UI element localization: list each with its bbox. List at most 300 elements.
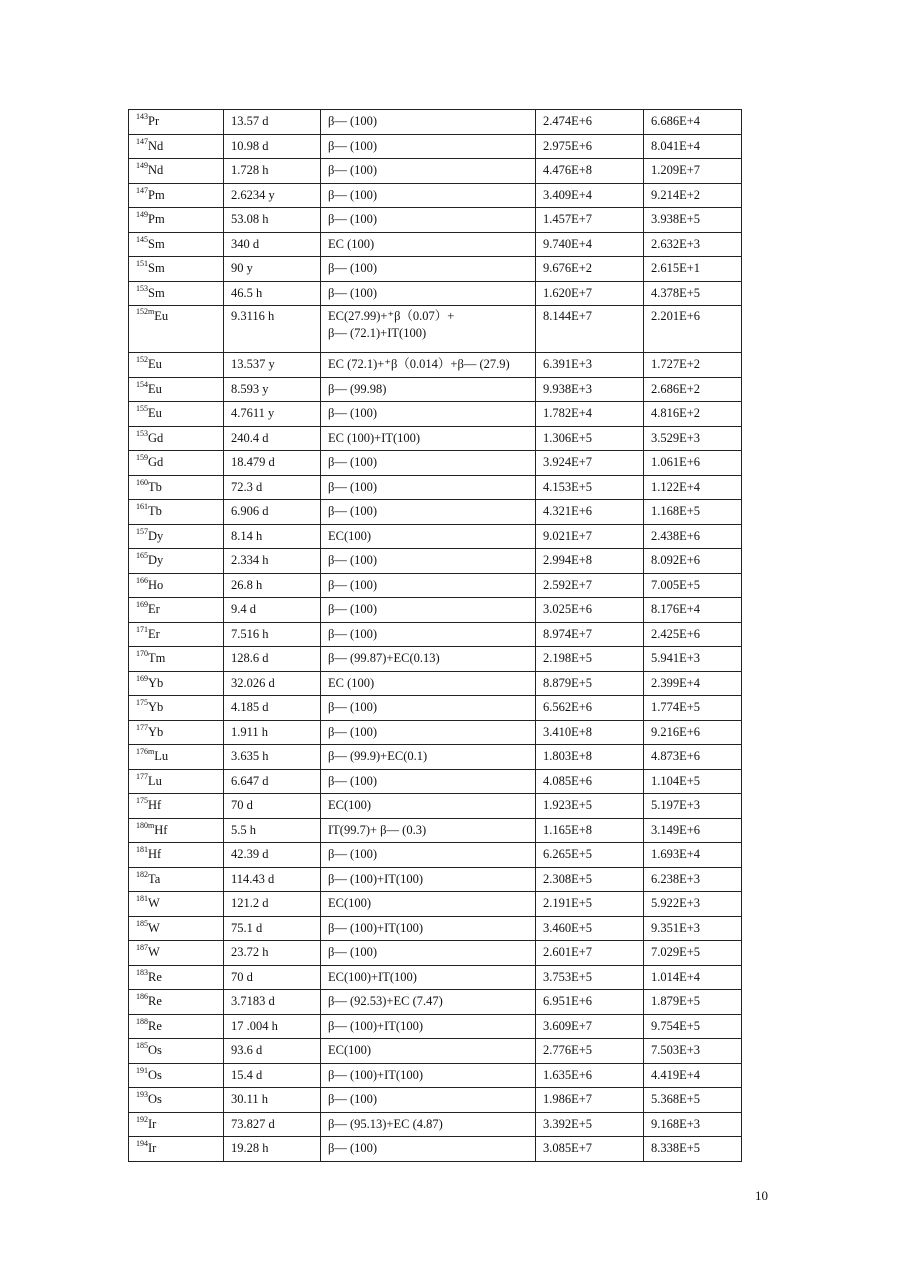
decay-mode-cell bbox=[321, 451, 536, 476]
value-cell-a: 1.782E+4 bbox=[536, 402, 644, 427]
nuclide-cell bbox=[129, 451, 224, 476]
value-cell-a: 6.265E+5 bbox=[536, 843, 644, 868]
half-life-cell: 17 .004 h bbox=[224, 1014, 321, 1039]
decay-mode-cell bbox=[321, 671, 536, 696]
value-cell-a: 4.321E+6 bbox=[536, 500, 644, 525]
table-row bbox=[129, 818, 742, 843]
decay-mode-cell bbox=[321, 402, 536, 427]
decay-mode-cell bbox=[321, 500, 536, 525]
decay-mode-cell bbox=[321, 843, 536, 868]
table-row bbox=[129, 110, 742, 135]
half-life-cell: 128.6 d bbox=[224, 647, 321, 672]
decay-mode-line: β— (100) bbox=[328, 479, 378, 494]
half-life-cell: 26.8 h bbox=[224, 573, 321, 598]
table-row bbox=[129, 990, 742, 1015]
half-life-cell: 121.2 d bbox=[224, 892, 321, 917]
half-life-cell: 4.185 d bbox=[224, 696, 321, 721]
mass-number: 157 bbox=[136, 526, 148, 536]
decay-mode-line: EC(27.99)+⁺β（0.07）+ bbox=[328, 309, 455, 323]
decay-mode-line: β— (100) bbox=[328, 1092, 378, 1107]
decay-mode-line: EC(100) bbox=[328, 896, 372, 911]
element-symbol: Tm bbox=[148, 651, 166, 666]
value-cell-b: 2.615E+1 bbox=[644, 257, 742, 282]
element-symbol: Pm bbox=[148, 212, 165, 227]
value-cell-b: 1.209E+7 bbox=[644, 159, 742, 184]
half-life-cell: 1.911 h bbox=[224, 720, 321, 745]
value-cell-b: 4.419E+4 bbox=[644, 1063, 742, 1088]
nuclide-cell bbox=[129, 524, 224, 549]
half-life-cell: 30.11 h bbox=[224, 1088, 321, 1113]
decay-mode-cell bbox=[321, 159, 536, 184]
nuclide-cell bbox=[129, 281, 224, 306]
value-cell-a: 2.198E+5 bbox=[536, 647, 644, 672]
decay-mode-cell bbox=[321, 1014, 536, 1039]
value-cell-a: 2.975E+6 bbox=[536, 134, 644, 159]
half-life-cell: 19.28 h bbox=[224, 1137, 321, 1162]
decay-mode-cell bbox=[321, 426, 536, 451]
value-cell-a: 1.803E+8 bbox=[536, 745, 644, 770]
nuclide-cell bbox=[129, 232, 224, 257]
table-row bbox=[129, 843, 742, 868]
nuclide-cell bbox=[129, 990, 224, 1015]
element-symbol: Os bbox=[148, 1067, 162, 1082]
value-cell-b: 1.104E+5 bbox=[644, 769, 742, 794]
mass-number: 175 bbox=[136, 698, 148, 708]
element-symbol: Pr bbox=[148, 114, 160, 129]
element-symbol: Hf bbox=[154, 822, 168, 837]
nuclide-cell bbox=[129, 183, 224, 208]
element-symbol: Tb bbox=[148, 479, 162, 494]
value-cell-b: 5.368E+5 bbox=[644, 1088, 742, 1113]
value-cell-b: 2.632E+3 bbox=[644, 232, 742, 257]
value-cell-b: 8.176E+4 bbox=[644, 598, 742, 623]
table-row bbox=[129, 549, 742, 574]
value-cell-a: 2.592E+7 bbox=[536, 573, 644, 598]
decay-mode-line: β— (100)+IT(100) bbox=[328, 1018, 423, 1033]
half-life-cell: 7.516 h bbox=[224, 622, 321, 647]
nuclide-cell bbox=[129, 720, 224, 745]
value-cell-a: 1.165E+8 bbox=[536, 818, 644, 843]
nuclide-cell bbox=[129, 475, 224, 500]
element-symbol: Ho bbox=[148, 577, 164, 592]
half-life-cell: 42.39 d bbox=[224, 843, 321, 868]
decay-mode-cell bbox=[321, 232, 536, 257]
table-row bbox=[129, 208, 742, 233]
nuclide-cell bbox=[129, 377, 224, 402]
nuclide-cell bbox=[129, 500, 224, 525]
element-symbol: Re bbox=[148, 1018, 162, 1033]
mass-number: 193 bbox=[136, 1090, 148, 1100]
decay-mode-cell bbox=[321, 647, 536, 672]
value-cell-b: 9.168E+3 bbox=[644, 1112, 742, 1137]
nuclide-cell bbox=[129, 916, 224, 941]
decay-mode-line: β— (100)+IT(100) bbox=[328, 920, 423, 935]
half-life-cell: 93.6 d bbox=[224, 1039, 321, 1064]
half-life-cell: 23.72 h bbox=[224, 941, 321, 966]
value-cell-a: 9.021E+7 bbox=[536, 524, 644, 549]
mass-number: 143 bbox=[136, 112, 148, 122]
value-cell-a: 9.676E+2 bbox=[536, 257, 644, 282]
table-row bbox=[129, 647, 742, 672]
decay-mode-line: β— (100) bbox=[328, 1141, 378, 1156]
half-life-cell: 2.334 h bbox=[224, 549, 321, 574]
element-symbol: Os bbox=[148, 1092, 162, 1107]
element-symbol: Ir bbox=[148, 1141, 157, 1156]
decay-mode-cell bbox=[321, 769, 536, 794]
table-row bbox=[129, 769, 742, 794]
nuclide-cell bbox=[129, 1112, 224, 1137]
decay-mode-line: β— (95.13)+EC (4.87) bbox=[328, 1116, 443, 1131]
table-row bbox=[129, 671, 742, 696]
decay-mode-line: β— (100) bbox=[328, 114, 378, 129]
half-life-cell: 8.593 y bbox=[224, 377, 321, 402]
decay-mode-line: β— (100) bbox=[328, 602, 378, 617]
half-life-cell: 73.827 d bbox=[224, 1112, 321, 1137]
decay-mode-line: β— (100) bbox=[328, 847, 378, 862]
decay-mode-line: β— (100)+IT(100) bbox=[328, 871, 423, 886]
value-cell-a: 2.601E+7 bbox=[536, 941, 644, 966]
value-cell-a: 3.409E+4 bbox=[536, 183, 644, 208]
nuclide-cell bbox=[129, 426, 224, 451]
page-number: 10 bbox=[755, 1188, 768, 1203]
value-cell-b: 4.873E+6 bbox=[644, 745, 742, 770]
element-symbol: Sm bbox=[148, 261, 165, 276]
nuclide-cell bbox=[129, 818, 224, 843]
value-cell-b: 8.338E+5 bbox=[644, 1137, 742, 1162]
table-row bbox=[129, 1112, 742, 1137]
nuclide-cell bbox=[129, 622, 224, 647]
half-life-cell: 13.57 d bbox=[224, 110, 321, 135]
value-cell-b: 5.197E+3 bbox=[644, 794, 742, 819]
decay-mode-cell bbox=[321, 475, 536, 500]
value-cell-a: 3.753E+5 bbox=[536, 965, 644, 990]
nuclide-cell bbox=[129, 769, 224, 794]
table-row bbox=[129, 867, 742, 892]
value-cell-a: 1.620E+7 bbox=[536, 281, 644, 306]
value-cell-a: 3.025E+6 bbox=[536, 598, 644, 623]
nuclide-cell bbox=[129, 671, 224, 696]
table-row bbox=[129, 1039, 742, 1064]
value-cell-b: 9.216E+6 bbox=[644, 720, 742, 745]
mass-number: 160 bbox=[136, 477, 148, 487]
value-cell-b: 3.938E+5 bbox=[644, 208, 742, 233]
nuclide-cell bbox=[129, 208, 224, 233]
half-life-cell: 32.026 d bbox=[224, 671, 321, 696]
table-row bbox=[129, 598, 742, 623]
decay-mode-cell bbox=[321, 208, 536, 233]
mass-number: 176m bbox=[136, 747, 155, 757]
table-row bbox=[129, 475, 742, 500]
element-symbol: Nd bbox=[148, 138, 164, 153]
mass-number: 180m bbox=[136, 820, 155, 830]
half-life-cell: 6.906 d bbox=[224, 500, 321, 525]
element-symbol: Ta bbox=[148, 871, 161, 886]
element-symbol: Lu bbox=[148, 773, 162, 788]
element-symbol: Dy bbox=[148, 553, 164, 568]
table-row bbox=[129, 306, 742, 353]
decay-mode-cell bbox=[321, 573, 536, 598]
decay-mode-line: β— (100) bbox=[328, 626, 378, 641]
mass-number: 171 bbox=[136, 624, 148, 634]
element-symbol: Dy bbox=[148, 528, 164, 543]
value-cell-a: 2.308E+5 bbox=[536, 867, 644, 892]
half-life-cell: 340 d bbox=[224, 232, 321, 257]
element-symbol: Gd bbox=[148, 430, 164, 445]
decay-mode-cell bbox=[321, 990, 536, 1015]
value-cell-a: 9.938E+3 bbox=[536, 377, 644, 402]
table-row bbox=[129, 257, 742, 282]
nuclide-cell bbox=[129, 843, 224, 868]
mass-number: 152 bbox=[136, 355, 148, 365]
decay-mode-line: IT(99.7)+ β— (0.3) bbox=[328, 822, 427, 837]
value-cell-a: 6.562E+6 bbox=[536, 696, 644, 721]
value-cell-b: 7.029E+5 bbox=[644, 941, 742, 966]
nuclide-cell bbox=[129, 696, 224, 721]
value-cell-a: 4.085E+6 bbox=[536, 769, 644, 794]
mass-number: 155 bbox=[136, 404, 148, 414]
decay-mode-line: β— (100) bbox=[328, 261, 378, 276]
value-cell-a: 4.476E+8 bbox=[536, 159, 644, 184]
value-cell-b: 1.774E+5 bbox=[644, 696, 742, 721]
value-cell-a: 2.776E+5 bbox=[536, 1039, 644, 1064]
value-cell-b: 6.686E+4 bbox=[644, 110, 742, 135]
mass-number: 183 bbox=[136, 967, 148, 977]
table-row bbox=[129, 941, 742, 966]
nuclide-cell bbox=[129, 598, 224, 623]
decay-mode-cell bbox=[321, 281, 536, 306]
value-cell-b: 9.754E+5 bbox=[644, 1014, 742, 1039]
mass-number: 169 bbox=[136, 673, 148, 683]
mass-number: 192 bbox=[136, 1114, 148, 1124]
table-row bbox=[129, 353, 742, 378]
nuclide-cell bbox=[129, 965, 224, 990]
decay-mode-line: EC(100) bbox=[328, 1043, 372, 1058]
nuclide-cell bbox=[129, 1039, 224, 1064]
value-cell-b: 3.529E+3 bbox=[644, 426, 742, 451]
value-cell-a: 1.306E+5 bbox=[536, 426, 644, 451]
mass-number: 181 bbox=[136, 845, 148, 855]
decay-mode-line: EC(100) bbox=[328, 798, 372, 813]
decay-mode-line: EC (72.1)+⁺β（0.014）+β— (27.9) bbox=[328, 357, 510, 372]
half-life-cell: 8.14 h bbox=[224, 524, 321, 549]
half-life-cell: 13.537 y bbox=[224, 353, 321, 378]
mass-number: 153 bbox=[136, 283, 148, 293]
table-row bbox=[129, 1063, 742, 1088]
mass-number: 177 bbox=[136, 722, 148, 732]
table-row bbox=[129, 1137, 742, 1162]
value-cell-b: 2.399E+4 bbox=[644, 671, 742, 696]
value-cell-b: 7.503E+3 bbox=[644, 1039, 742, 1064]
table-row bbox=[129, 794, 742, 819]
half-life-cell: 240.4 d bbox=[224, 426, 321, 451]
nuclide-cell bbox=[129, 257, 224, 282]
nuclide-cell bbox=[129, 1137, 224, 1162]
mass-number: 159 bbox=[136, 453, 148, 463]
half-life-cell: 5.5 h bbox=[224, 818, 321, 843]
element-symbol: Eu bbox=[148, 381, 162, 396]
element-symbol: Eu bbox=[148, 357, 162, 372]
half-life-cell: 1.728 h bbox=[224, 159, 321, 184]
nuclide-cell bbox=[129, 573, 224, 598]
decay-mode-line: β— (100) bbox=[328, 138, 378, 153]
mass-number: 147 bbox=[136, 185, 148, 195]
decay-mode-cell bbox=[321, 524, 536, 549]
element-symbol: Tb bbox=[148, 504, 162, 519]
mass-number: 161 bbox=[136, 502, 148, 512]
half-life-cell: 72.3 d bbox=[224, 475, 321, 500]
element-symbol: Hf bbox=[148, 798, 162, 813]
half-life-cell: 114.43 d bbox=[224, 867, 321, 892]
value-cell-b: 2.201E+6 bbox=[644, 306, 742, 353]
value-cell-b: 1.693E+4 bbox=[644, 843, 742, 868]
decay-mode-cell bbox=[321, 745, 536, 770]
decay-mode-cell bbox=[321, 696, 536, 721]
decay-mode-line: EC(100)+IT(100) bbox=[328, 969, 417, 984]
decay-mode-line: β— (99.9)+EC(0.1) bbox=[328, 749, 428, 764]
value-cell-b: 7.005E+5 bbox=[644, 573, 742, 598]
value-cell-a: 2.191E+5 bbox=[536, 892, 644, 917]
element-symbol: Yb bbox=[148, 700, 164, 715]
decay-mode-line: β— (100) bbox=[328, 504, 378, 519]
value-cell-b: 4.816E+2 bbox=[644, 402, 742, 427]
value-cell-b: 1.727E+2 bbox=[644, 353, 742, 378]
decay-mode-cell bbox=[321, 257, 536, 282]
decay-mode-line: β— (100) bbox=[328, 700, 378, 715]
value-cell-a: 9.740E+4 bbox=[536, 232, 644, 257]
decay-mode-line: β— (92.53)+EC (7.47) bbox=[328, 994, 443, 1009]
decay-mode-line: β— (100) bbox=[328, 577, 378, 592]
value-cell-b: 3.149E+6 bbox=[644, 818, 742, 843]
value-cell-a: 3.410E+8 bbox=[536, 720, 644, 745]
mass-number: 170 bbox=[136, 649, 148, 659]
decay-mode-cell bbox=[321, 1039, 536, 1064]
decay-mode-cell bbox=[321, 1112, 536, 1137]
decay-mode-line: β— (100) bbox=[328, 724, 378, 739]
value-cell-b: 2.686E+2 bbox=[644, 377, 742, 402]
half-life-cell: 90 y bbox=[224, 257, 321, 282]
decay-mode-line: β— (72.1)+IT(100) bbox=[328, 326, 427, 340]
mass-number: 194 bbox=[136, 1139, 148, 1149]
element-symbol: Yb bbox=[148, 675, 164, 690]
mass-number: 175 bbox=[136, 796, 148, 806]
decay-mode-line: EC (100)+IT(100) bbox=[328, 430, 421, 445]
half-life-cell: 70 d bbox=[224, 965, 321, 990]
value-cell-b: 5.941E+3 bbox=[644, 647, 742, 672]
decay-mode-line: β— (100) bbox=[328, 945, 378, 960]
nuclide-cell bbox=[129, 134, 224, 159]
value-cell-a: 8.974E+7 bbox=[536, 622, 644, 647]
half-life-cell: 75.1 d bbox=[224, 916, 321, 941]
decay-mode-line: EC (100) bbox=[328, 675, 375, 690]
half-life-cell: 70 d bbox=[224, 794, 321, 819]
value-cell-a: 1.923E+5 bbox=[536, 794, 644, 819]
nuclide-cell bbox=[129, 402, 224, 427]
decay-mode-cell bbox=[321, 1088, 536, 1113]
decay-mode-cell bbox=[321, 892, 536, 917]
value-cell-b: 2.438E+6 bbox=[644, 524, 742, 549]
element-symbol: Eu bbox=[154, 309, 169, 323]
element-symbol: Sm bbox=[148, 285, 165, 300]
value-cell-b: 8.041E+4 bbox=[644, 134, 742, 159]
table-row bbox=[129, 573, 742, 598]
mass-number: 187 bbox=[136, 943, 148, 953]
element-symbol: Sm bbox=[148, 236, 165, 251]
element-symbol: W bbox=[148, 920, 160, 935]
mass-number: 188 bbox=[136, 1016, 148, 1026]
mass-number: 177 bbox=[136, 771, 148, 781]
nuclide-cell bbox=[129, 892, 224, 917]
half-life-cell: 9.4 d bbox=[224, 598, 321, 623]
decay-mode-line: β— (100) bbox=[328, 212, 378, 227]
nuclide-cell bbox=[129, 1063, 224, 1088]
decay-mode-cell bbox=[321, 916, 536, 941]
decay-mode-line: β— (99.98) bbox=[328, 381, 387, 396]
half-life-cell: 3.635 h bbox=[224, 745, 321, 770]
value-cell-a: 3.392E+5 bbox=[536, 1112, 644, 1137]
mass-number: 169 bbox=[136, 600, 148, 610]
half-life-cell: 18.479 d bbox=[224, 451, 321, 476]
half-life-cell: 15.4 d bbox=[224, 1063, 321, 1088]
nuclide-cell bbox=[129, 549, 224, 574]
table-row bbox=[129, 916, 742, 941]
mass-number: 152m bbox=[136, 306, 155, 316]
mass-number: 186 bbox=[136, 992, 148, 1002]
nuclide-cell bbox=[129, 647, 224, 672]
decay-mode-line: β— (100) bbox=[328, 285, 378, 300]
element-symbol: Re bbox=[148, 969, 162, 984]
half-life-cell: 53.08 h bbox=[224, 208, 321, 233]
decay-mode-line: β— (100) bbox=[328, 773, 378, 788]
nuclide-cell bbox=[129, 794, 224, 819]
mass-number: 191 bbox=[136, 1065, 148, 1075]
decay-mode-cell bbox=[321, 134, 536, 159]
value-cell-b: 5.922E+3 bbox=[644, 892, 742, 917]
decay-mode-cell bbox=[321, 183, 536, 208]
value-cell-b: 1.168E+5 bbox=[644, 500, 742, 525]
element-symbol: Hf bbox=[148, 847, 162, 862]
element-symbol: Er bbox=[148, 602, 160, 617]
decay-mode-cell bbox=[321, 818, 536, 843]
value-cell-a: 3.460E+5 bbox=[536, 916, 644, 941]
nuclide-cell bbox=[129, 867, 224, 892]
table-row bbox=[129, 134, 742, 159]
table-row bbox=[129, 720, 742, 745]
value-cell-a: 1.635E+6 bbox=[536, 1063, 644, 1088]
nuclide-cell bbox=[129, 110, 224, 135]
value-cell-a: 6.391E+3 bbox=[536, 353, 644, 378]
decay-mode-cell bbox=[321, 965, 536, 990]
decay-mode-cell bbox=[321, 598, 536, 623]
value-cell-b: 6.238E+3 bbox=[644, 867, 742, 892]
value-cell-a: 2.994E+8 bbox=[536, 549, 644, 574]
decay-mode-cell bbox=[321, 353, 536, 378]
decay-mode-line: β— (99.87)+EC(0.13) bbox=[328, 651, 440, 666]
value-cell-b: 2.425E+6 bbox=[644, 622, 742, 647]
element-symbol: Os bbox=[148, 1043, 162, 1058]
nuclide-table-container bbox=[128, 109, 741, 1162]
decay-mode-cell bbox=[321, 794, 536, 819]
table-row bbox=[129, 159, 742, 184]
table-row bbox=[129, 281, 742, 306]
table-row bbox=[129, 377, 742, 402]
mass-number: 153 bbox=[136, 428, 148, 438]
value-cell-b: 9.214E+2 bbox=[644, 183, 742, 208]
decay-mode-cell bbox=[321, 941, 536, 966]
nuclide-cell bbox=[129, 745, 224, 770]
half-life-cell: 10.98 d bbox=[224, 134, 321, 159]
value-cell-b: 1.061E+6 bbox=[644, 451, 742, 476]
mass-number: 154 bbox=[136, 379, 148, 389]
